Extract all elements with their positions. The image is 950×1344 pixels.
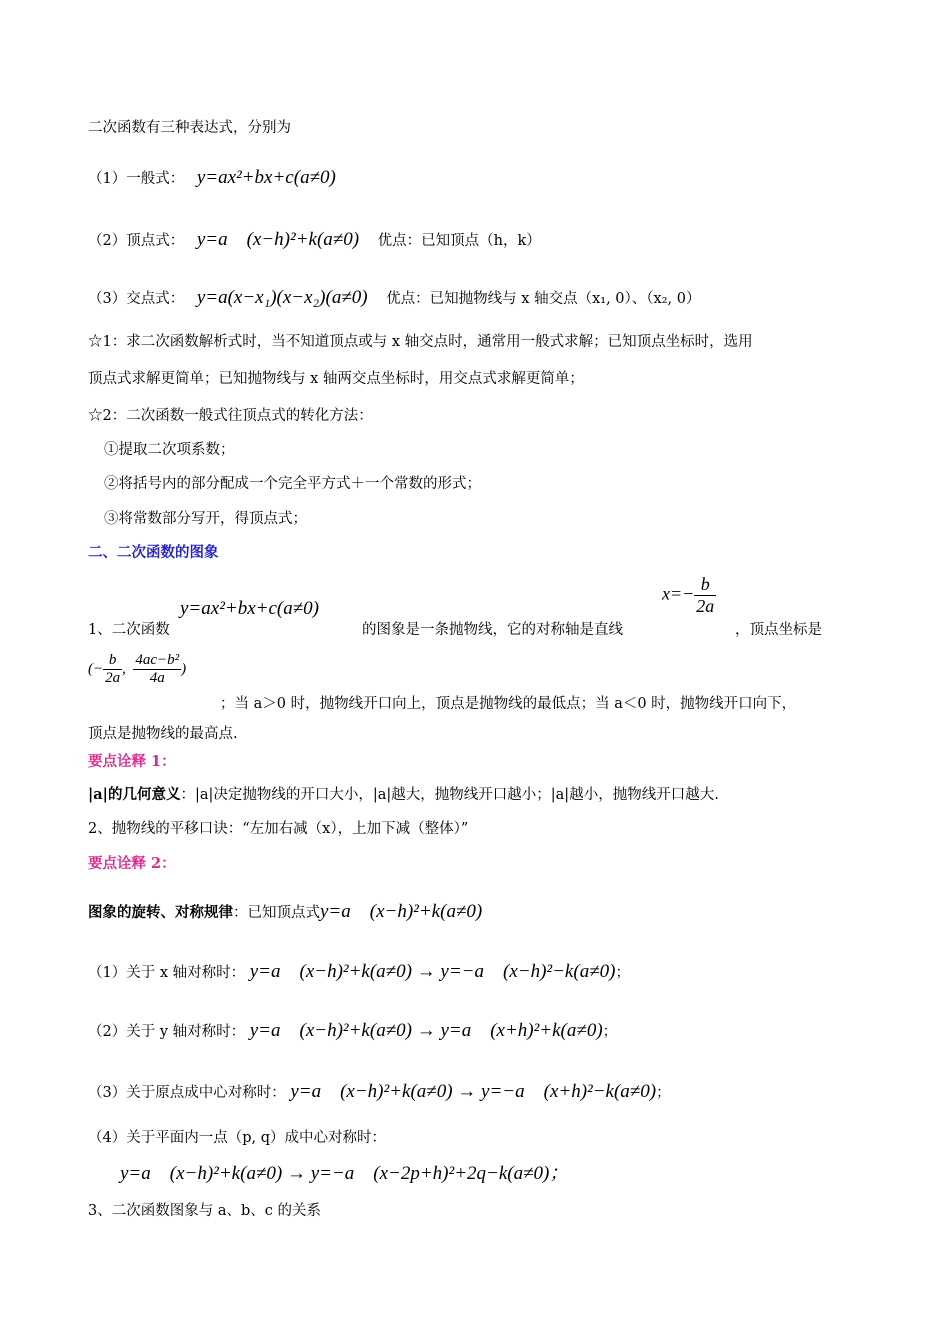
star2-text: ☆2：二次函数一般式往顶点式的转化方法： xyxy=(88,408,373,424)
vertex-coordinate: (− $\frac{b}{2a}$ , $\frac{\text{4ac−b²}}{4a}$ ) xyxy=(88,652,187,686)
rule-end: ； xyxy=(656,1085,671,1101)
step-2: ②将括号内的部分配成一个完全平方式＋一个常数的形式； xyxy=(104,476,481,492)
p2-text: 2、抛物线的平移口诀：“左加右减（x），上加下减（整体）” xyxy=(88,821,469,837)
rotation-rule xyxy=(88,902,482,923)
vertex-y-numerator: 4ac−b² xyxy=(135,652,180,668)
rule-formula: y=a (x−h)²+k(a≠0) → y=a (x+h)²+k(a≠0) xyxy=(249,1020,603,1041)
form-label: （3）交点式： xyxy=(88,291,185,307)
p1-prefix: 1、二次函数 xyxy=(88,622,170,638)
formula: y=a (x−h)²+k(a≠0) xyxy=(196,229,360,250)
p1-suffix: ，顶点坐标是 xyxy=(735,622,822,638)
formula: y=ax²+bx+c(a≠0) xyxy=(196,167,336,188)
star1-line2: 顶点式求解更简单；已知抛物线与 x 轴两交点坐标时，用交点式求解更简单； xyxy=(88,371,584,387)
rule-formula: y=a (x−h)²+k(a≠0) → y=−a (x+h)²−k(a≠0) xyxy=(290,1081,657,1102)
axis-numerator: b xyxy=(694,574,716,596)
rule-2 xyxy=(88,1021,617,1042)
geo-label: |a|的几何意义 xyxy=(88,786,181,803)
geo-text: ：|a|决定抛物线的开口大小，|a|越大，抛物线开口越小；|a|越小，抛物线开口越大. xyxy=(180,787,719,803)
rot-text: ：已知顶点式 xyxy=(233,905,320,921)
form-note: 优点：已知顶点（h，k） xyxy=(377,233,541,249)
vertex-y-denominator: 4a xyxy=(149,670,165,686)
axis-formula xyxy=(662,574,716,617)
rule-label: （1）关于 x 轴对称时： xyxy=(88,965,246,981)
star1-line1: ☆1：求二次函数解析式时，当不知道顶点或与 x 轴交点时，通常用一般式求解；已知顶点坐标时，选用 xyxy=(88,334,753,350)
form-general xyxy=(88,168,336,189)
p1-last: 顶点是抛物线的最高点. xyxy=(88,726,238,742)
vertex-y-fraction xyxy=(133,652,181,687)
form-note: 优点：已知抛物线与 x 轴交点（x₁, 0）、（x₂, 0） xyxy=(386,291,701,307)
vertex-x-numerator: b xyxy=(103,652,122,670)
intro-text: 二次函数有三种表达式，分别为 xyxy=(88,120,291,136)
form-label: （2）顶点式： xyxy=(88,233,185,249)
form-label: （1）一般式： xyxy=(88,171,185,187)
geometric-meaning xyxy=(88,785,719,805)
p1-formula: y=ax²+bx+c(a≠0) xyxy=(180,598,319,619)
section-title: 二、二次函数的图象 xyxy=(88,544,219,561)
rule-label: （3）关于原点成中心对称时： xyxy=(88,1085,286,1101)
rule-end: ； xyxy=(615,965,630,981)
vertex-x-fraction xyxy=(103,652,122,687)
rule-4-formula: y=a (x−h)²+k(a≠0) → y=−a (x−2p+h)²+2q−k(a≠0)； xyxy=(120,1163,569,1184)
p1-tail: ；当 a＞0 时，抛物线开口向上，顶点是抛物线的最低点；当 a＜0 时，抛物线开口向下， xyxy=(220,696,797,712)
p3-text: 3、二次函数图象与 a、b、c 的关系 xyxy=(88,1203,321,1219)
rule-label: （2）关于 y 轴对称时： xyxy=(88,1024,246,1040)
vertex-x-denominator: 2a xyxy=(105,670,121,686)
note1-title: 要点诠释 1： xyxy=(88,753,176,770)
step-1: ①提取二次项系数； xyxy=(104,442,235,458)
form-intercept xyxy=(88,288,700,309)
rule-end: ； xyxy=(602,1024,618,1040)
axis-lhs: x=− xyxy=(662,583,695,604)
rule-1 xyxy=(88,962,630,983)
step-3: ③将常数部分写开，得顶点式； xyxy=(104,511,307,527)
axis-fraction xyxy=(694,574,716,617)
rule-3 xyxy=(88,1082,671,1103)
p1-middle: 的图象是一条抛物线，它的对称轴是直线 xyxy=(362,622,623,638)
rule-4-label: （4）关于平面内一点（p, q）成中心对称时： xyxy=(88,1130,387,1146)
rot-label: 图象的旋转、对称规律 xyxy=(88,904,233,921)
rule-formula: y=a (x−h)²+k(a≠0) → y=−a (x−h)²−k(a≠0) xyxy=(249,961,616,982)
note2-title: 要点诠释 2： xyxy=(88,855,176,872)
axis-denominator: 2a xyxy=(696,596,715,616)
rot-formula: y=a (x−h)²+k(a≠0) xyxy=(320,901,483,922)
formula: y=a(x−x₁)(x−x₂)(a≠0) xyxy=(196,287,368,308)
form-vertex xyxy=(88,230,541,251)
